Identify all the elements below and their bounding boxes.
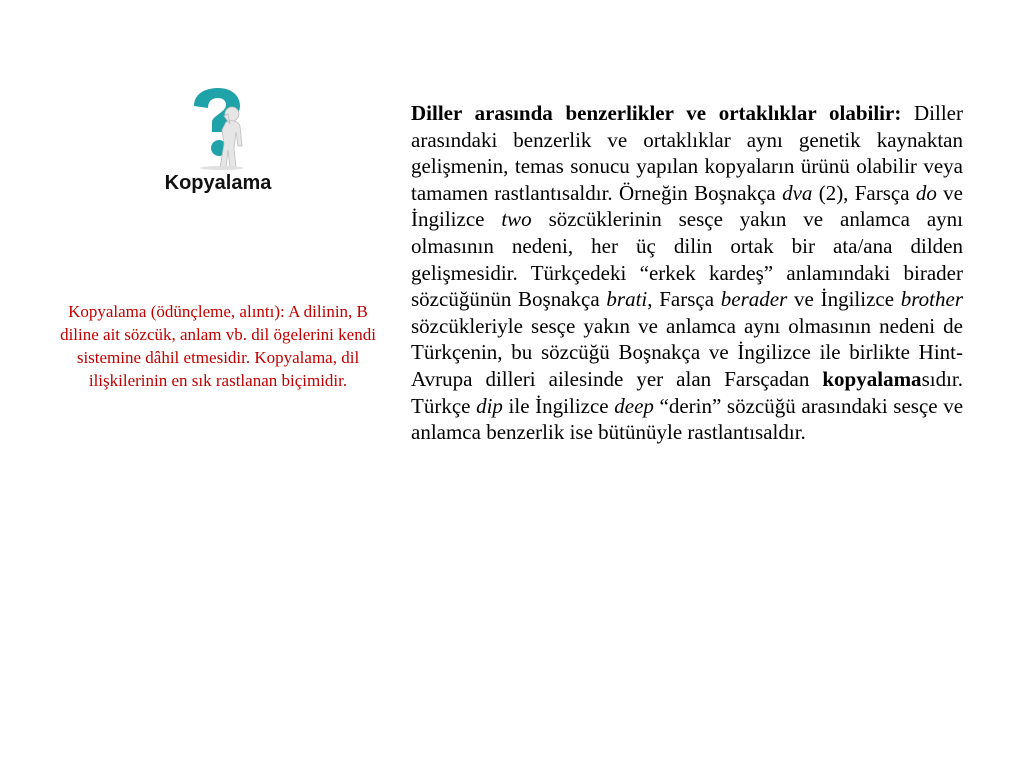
text-run: ile İngilizce (502, 393, 615, 418)
left-panel-title: Kopyalama (164, 172, 272, 194)
definition-term: Kopyalama (ödünçleme, alıntı): (68, 302, 285, 321)
italic-word: two (501, 207, 532, 232)
main-paragraph (411, 100, 963, 446)
italic-word: do (915, 180, 937, 205)
italic-word: berader (720, 287, 788, 312)
italic-word: brother (900, 287, 964, 312)
definition-text (58, 300, 378, 392)
question-mark-thinker-icon (186, 88, 250, 170)
text-run: ve İngilizce (787, 287, 901, 312)
bold-word: kopyalama (822, 366, 922, 391)
main-heading: Diller arasında benzerlikler ve ortaklıklar olabilir: (411, 101, 902, 125)
text-run: Diller arasındaki benzerlik ve ortaklıklar aynı genetik kaynaktan gelişmenin, temas sonucu yapılan kopyaların ürünü olabilir veya tamamen rastlantısaldır. Örneğin Boşnakça (411, 101, 963, 205)
italic-word: dva (782, 180, 813, 205)
text-run: , Farsça (647, 287, 721, 312)
italic-word: deep (614, 393, 654, 418)
text-run: (2), Farsça (812, 180, 916, 205)
text-run: ve İngilizce (411, 180, 964, 232)
definition-body: A dilinin, B diline ait sözcük, anlam vb. dil ögelerini kendi sistemine dâhil etmesidir. Kopyalama, dil ilişkilerinin en sık rastlanan biçimidir. (60, 302, 376, 390)
text-run: sıdır. Türkçe (411, 366, 963, 418)
italic-word: dip (476, 393, 503, 418)
text-run: sözcüklerinin sesçe yakın ve anlamca aynı olmasının nedeni, her üç dilin ortak bir ata/ana dilden gelişmesidir. Türkçedeki “erkek kardeş” anlamındaki birader sözcüğünün Boşnakça (411, 207, 963, 312)
italic-word: brati (606, 287, 648, 312)
text-run: sözcükleriyle sesçe yakın ve anlamca aynı olmasının nedeni de Türkçenin, bu sözcüğü Boşnakça ve İngilizce ile birlikte Hint-Avrupa dilleri ailesinde yer alan Farsçadan (411, 313, 963, 391)
text-run: “derin” sözcüğü arasındaki sesçe ve anlamca benzerlik ise bütünüyle rastlantısaldır. (411, 393, 964, 445)
